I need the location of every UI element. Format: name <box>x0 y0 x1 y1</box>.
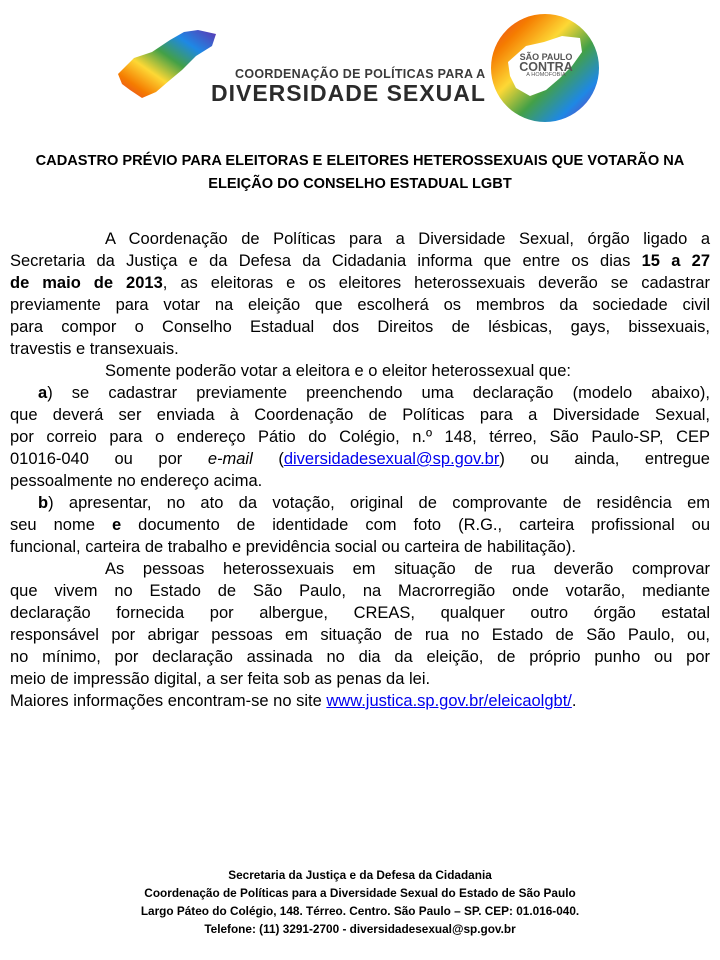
item-b-line-2 <box>10 514 710 536</box>
item-b-line-1 <box>10 492 710 514</box>
item-a-line-1 <box>10 382 710 404</box>
logo-line-2 <box>211 80 486 107</box>
item-b-line-3: funcional, carteira de trabalho e previdência social ou carteira de habilitação). <box>10 538 576 556</box>
paragraph-3-line-3: declaração fornecida por albergue, CREAS, qualquer outro órgão estatal <box>10 604 710 622</box>
item-b-l1-text: ) apresentar, no ato da votação, original de comprovante de residência em <box>48 494 710 512</box>
paragraph-3-line-1: As pessoas heterossexuais em situação de rua deverão comprovar <box>105 560 710 578</box>
item-a-letter: a <box>38 384 48 402</box>
paren-open: ( <box>252 450 284 468</box>
paragraph-3-line-2: que vivem no Estado de São Paulo, na Macrorregião onde votarão, mediante <box>10 582 710 600</box>
paragraph-1-line-5: para compor o Conselho Estadual dos Direitos de lésbicas, gays, bissexuais, <box>10 318 710 336</box>
email-label: e-mail <box>207 450 253 468</box>
item-a-l4-tail: ) ou ainda, entregue <box>499 450 710 468</box>
logo-line-2-text: DIVERSIDADE SEXUAL <box>211 80 486 106</box>
sp-against-homophobia-logo <box>486 12 604 124</box>
more-info-text: Maiores informações encontram-se no site <box>10 692 327 710</box>
date-range-start: 15 a 27 <box>641 252 710 270</box>
item-b-conjunction: e <box>111 516 122 534</box>
footer-line-4: Telefone: (11) 3291-2700 - diversidadesexual@sp.gov.br <box>204 922 516 936</box>
paragraph-1-line-4: previamente para votar na eleição que escolherá os membros da sociedade civil <box>10 296 710 314</box>
coordination-logo <box>112 28 486 110</box>
document-title <box>14 150 706 196</box>
document-body <box>10 228 710 712</box>
paragraph-3-line-5: no mínimo, por declaração assinada no dia da eleição, de próprio punho ou por <box>10 648 710 666</box>
paragraph-1-line-2 <box>10 250 710 272</box>
more-info-end: . <box>571 692 577 710</box>
item-a-line-3: por correio para o endereço Pátio do Colégio, n.º 148, térreo, São Paulo-SP, CEP <box>10 428 710 446</box>
paragraph-1-line-1: A Coordenação de Políticas para a Diversidade Sexual, órgão ligado a <box>105 230 710 248</box>
p1-l2-text: Secretaria da Justiça e da Defesa da Cidadania informa que entre os dias <box>10 252 631 270</box>
item-a-line-4 <box>10 448 710 470</box>
paragraph-1-line-6: travestis e transexuais. <box>10 340 179 358</box>
logo-right-line-3: A HOMOFOBIA <box>526 72 566 79</box>
item-a-l1-text: ) se cadastrar previamente preenchendo uma declaração (modelo abaixo), <box>47 384 710 402</box>
footer-line-2: Coordenação de Políticas para a Diversidade Sexual do Estado de São Paulo <box>144 886 576 900</box>
paragraph-3-line-4: responsável por abrigar pessoas em situação de rua no Estado de São Paulo, ou, <box>10 626 710 644</box>
item-b-l2-text: seu nome <box>10 516 112 534</box>
footer-line-1: Secretaria da Justiça e da Defesa da Cidadania <box>228 868 492 882</box>
item-a-l4-text: 01016-040 ou por <box>10 450 208 468</box>
website-link[interactable]: www.justica.sp.gov.br/eleicaolgbt/ <box>326 692 572 710</box>
title-line-1: CADASTRO PRÉVIO PARA ELEITORAS E ELEITORES HETEROSSEXUAIS QUE VOTARÃO NA <box>35 153 685 169</box>
paragraph-3-line-6: meio de impressão digital, a ser feita sob as penas da lei. <box>10 670 431 688</box>
footer-line-3: Largo Páteo do Colégio, 148. Térreo. Centro. São Paulo – SP. CEP: 01.016-040. <box>140 904 580 918</box>
paragraph-4 <box>10 690 710 712</box>
footer <box>60 866 660 938</box>
p1-l3-text: , as eleitoras e os eleitores heterossexuais deverão se cadastrar <box>162 274 711 292</box>
item-a-line-2: que deverá ser enviada à Coordenação de Políticas para a Diversidade Sexual, <box>10 406 710 424</box>
item-b-l2-tail: documento de identidade com foto (R.G., carteira profissional ou <box>121 516 711 534</box>
item-a-line-5: pessoalmente no endereço acima. <box>10 472 263 490</box>
logo-right-line-2: CONTRA <box>519 59 573 74</box>
paragraph-2-line-1: Somente poderão votar a eleitora e o eleitor heterossexual que: <box>105 362 571 380</box>
logo-line-1: COORDENAÇÃO DE POLÍTICAS PARA A <box>235 67 486 81</box>
paragraph-1-line-3 <box>10 272 710 294</box>
email-link[interactable]: diversidadesexual@sp.gov.br <box>283 450 500 468</box>
item-b-letter: b <box>38 494 49 512</box>
logo-right-text <box>516 53 576 79</box>
rainbow-state-map-icon <box>112 28 222 110</box>
logo-right-line-1: SÃO PAULO <box>519 52 573 62</box>
date-range-end: de maio de 2013 <box>10 274 163 292</box>
title-line-2: ELEIÇÃO DO CONSELHO ESTADUAL LGBT <box>208 176 512 192</box>
